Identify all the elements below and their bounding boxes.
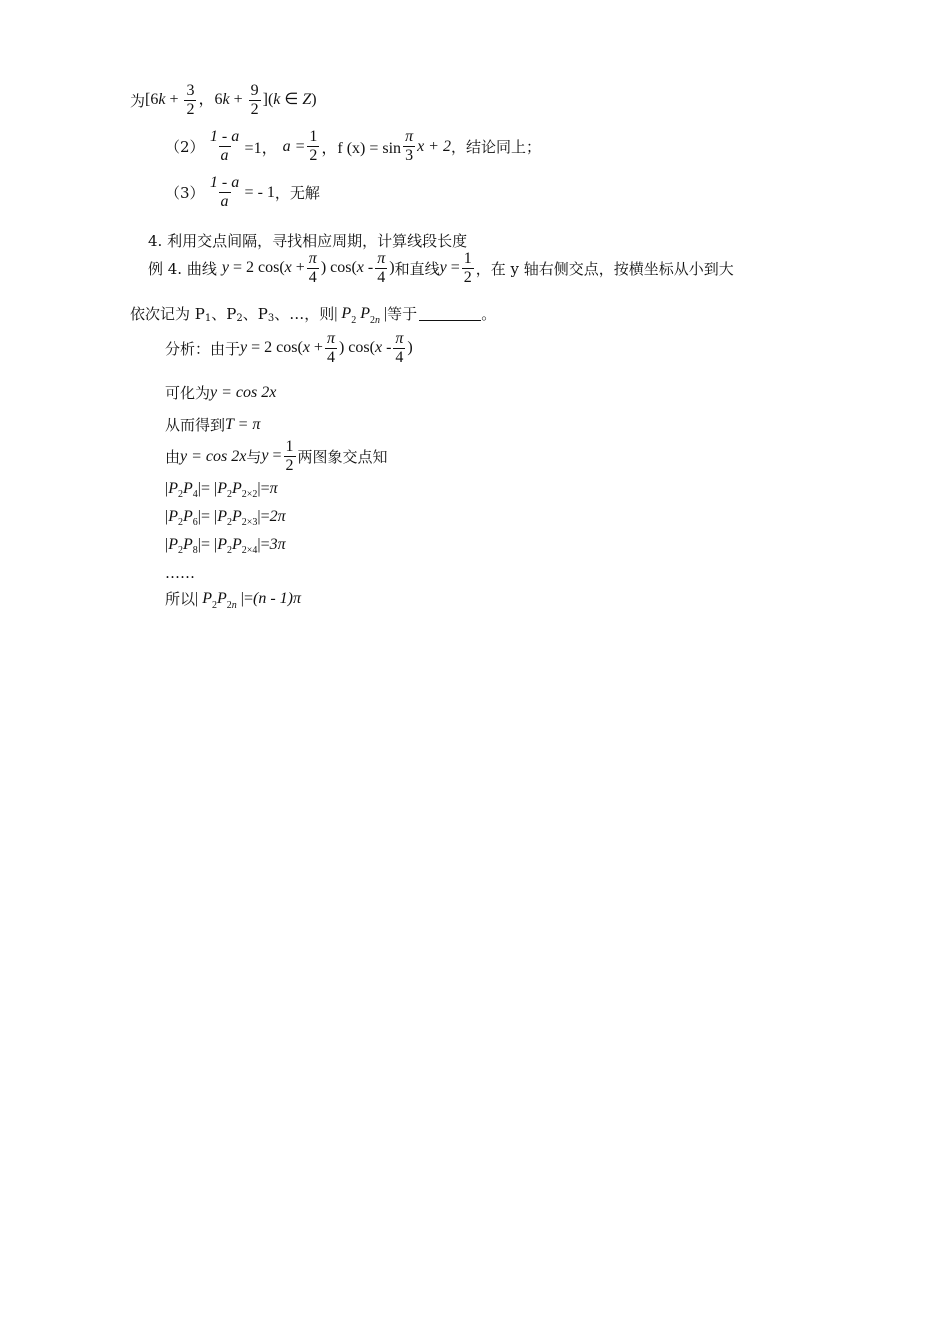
case3-eq: = - 1 — [244, 183, 275, 201]
case2-f: ，f (x) = sin — [321, 140, 402, 157]
analysis-cos2x: y = cos 2x — [210, 383, 277, 401]
example4-tail: ，在 y 轴右侧交点，按横坐标从小到大 — [475, 260, 734, 278]
case3-fraction: $\frac{1 - a}{a}$ — [209, 174, 240, 210]
analysis-row-2: | P 2 P 6 |= | P 2 P 2×3 |= 2π — [165, 508, 286, 528]
example4-then: 、…，则 — [274, 305, 335, 323]
example4-equals: 等于 — [387, 305, 418, 323]
analysis-formula: y = 2 cos(x + $\frac{\pi}{4}$ ) cos(x - $\frac{\pi}{4}$ ) — [240, 330, 413, 366]
example4-line-formula: y = $\frac{1}{2}$ — [439, 250, 472, 286]
case2-tail: x + 2 — [417, 137, 451, 155]
analysis-simplify: 可化为 — [165, 384, 211, 402]
example4-line2-prefix: 依次记为 P — [130, 305, 205, 323]
example4-mid: 和直线 — [394, 260, 440, 278]
analysis-half: y = $\frac{1}{2}$ — [261, 438, 294, 474]
sep-1: 、P — [211, 305, 237, 323]
case3-label: （3） — [165, 184, 205, 202]
conclusion-prefix: 所以 — [165, 590, 196, 608]
example4-label: 例 4. 曲线 — [148, 260, 217, 278]
interval-formula: [6k + $\frac{3}{2}$ ，6k + $\frac{9}{2}$ ](k ∈ Z) — [145, 82, 317, 118]
analysis-row-3: | P 2 P 8 |= | P 2 P 2×4 |= 3π — [165, 536, 286, 556]
analysis-line3 — [165, 414, 260, 435]
case2-label: （2） — [165, 138, 205, 156]
sep-2: 、P — [242, 305, 268, 323]
example4-period: 。 — [481, 305, 497, 323]
analysis-label: 分析：由于 — [165, 340, 241, 358]
case3-line — [165, 174, 320, 211]
analysis-period-text: 从而得到 — [165, 416, 226, 434]
analysis-line4 — [165, 438, 388, 475]
analysis-line2 — [165, 382, 276, 403]
case2-fraction: $\frac{1 - a}{a}$ — [209, 128, 240, 164]
example4-curve-formula: y = 2 cos(x + $\frac{\pi}{4}$ ) cos(x - $\frac{\pi}{4}$ ) — [221, 250, 395, 286]
analysis-cos2x-2: y = cos 2x — [180, 447, 247, 465]
analysis-intersect-prefix: 由 — [165, 448, 181, 466]
case2-conclusion: ，结论同上； — [450, 138, 541, 156]
fraction-3-2: $\frac{3}{2}$ — [186, 82, 195, 118]
case2-eq: =1， — [244, 140, 278, 157]
case2-half: $\frac{1}{2}$ — [309, 128, 318, 164]
example4-segment: | $P_2$ $P_{2n}$ | — [334, 304, 388, 326]
fraction-9-2: $\frac{9}{2}$ — [250, 82, 259, 118]
example4-line2: 依次记为 P 1 、P 2 、P 3 、…，则 | $P_2$ $P_{2n}$ | 等于 。 — [130, 304, 497, 326]
analysis-dots — [165, 564, 195, 582]
analysis-T: T = π — [225, 415, 261, 433]
case2-a: a = — [282, 137, 306, 155]
conclusion-formula: | $P_2P_{2n}$ |=(n - 1)π — [195, 589, 302, 611]
case1-line — [130, 82, 317, 119]
section4-heading — [148, 230, 467, 251]
example4-line1 — [148, 250, 734, 287]
analysis-with: 与 — [246, 448, 262, 466]
case3-conclusion: ，无解 — [274, 184, 320, 202]
case2-pi3: $\frac{\pi}{3}$ — [405, 128, 414, 164]
case2-line — [165, 128, 541, 165]
case1-prefix: 为 — [130, 92, 146, 110]
analysis-conclusion — [165, 588, 301, 609]
analysis-intersect-suffix: 两图象交点知 — [297, 448, 388, 466]
answer-blank — [419, 306, 481, 321]
dots-text: …… — [165, 564, 195, 582]
section4-heading-text: 4. 利用交点间隔，寻找相应周期，计算线段长度 — [148, 232, 468, 250]
analysis-line1 — [165, 330, 413, 367]
analysis-row-1: | P 2 P 4 |= | P 2 P 2×2 |= π — [165, 480, 278, 500]
